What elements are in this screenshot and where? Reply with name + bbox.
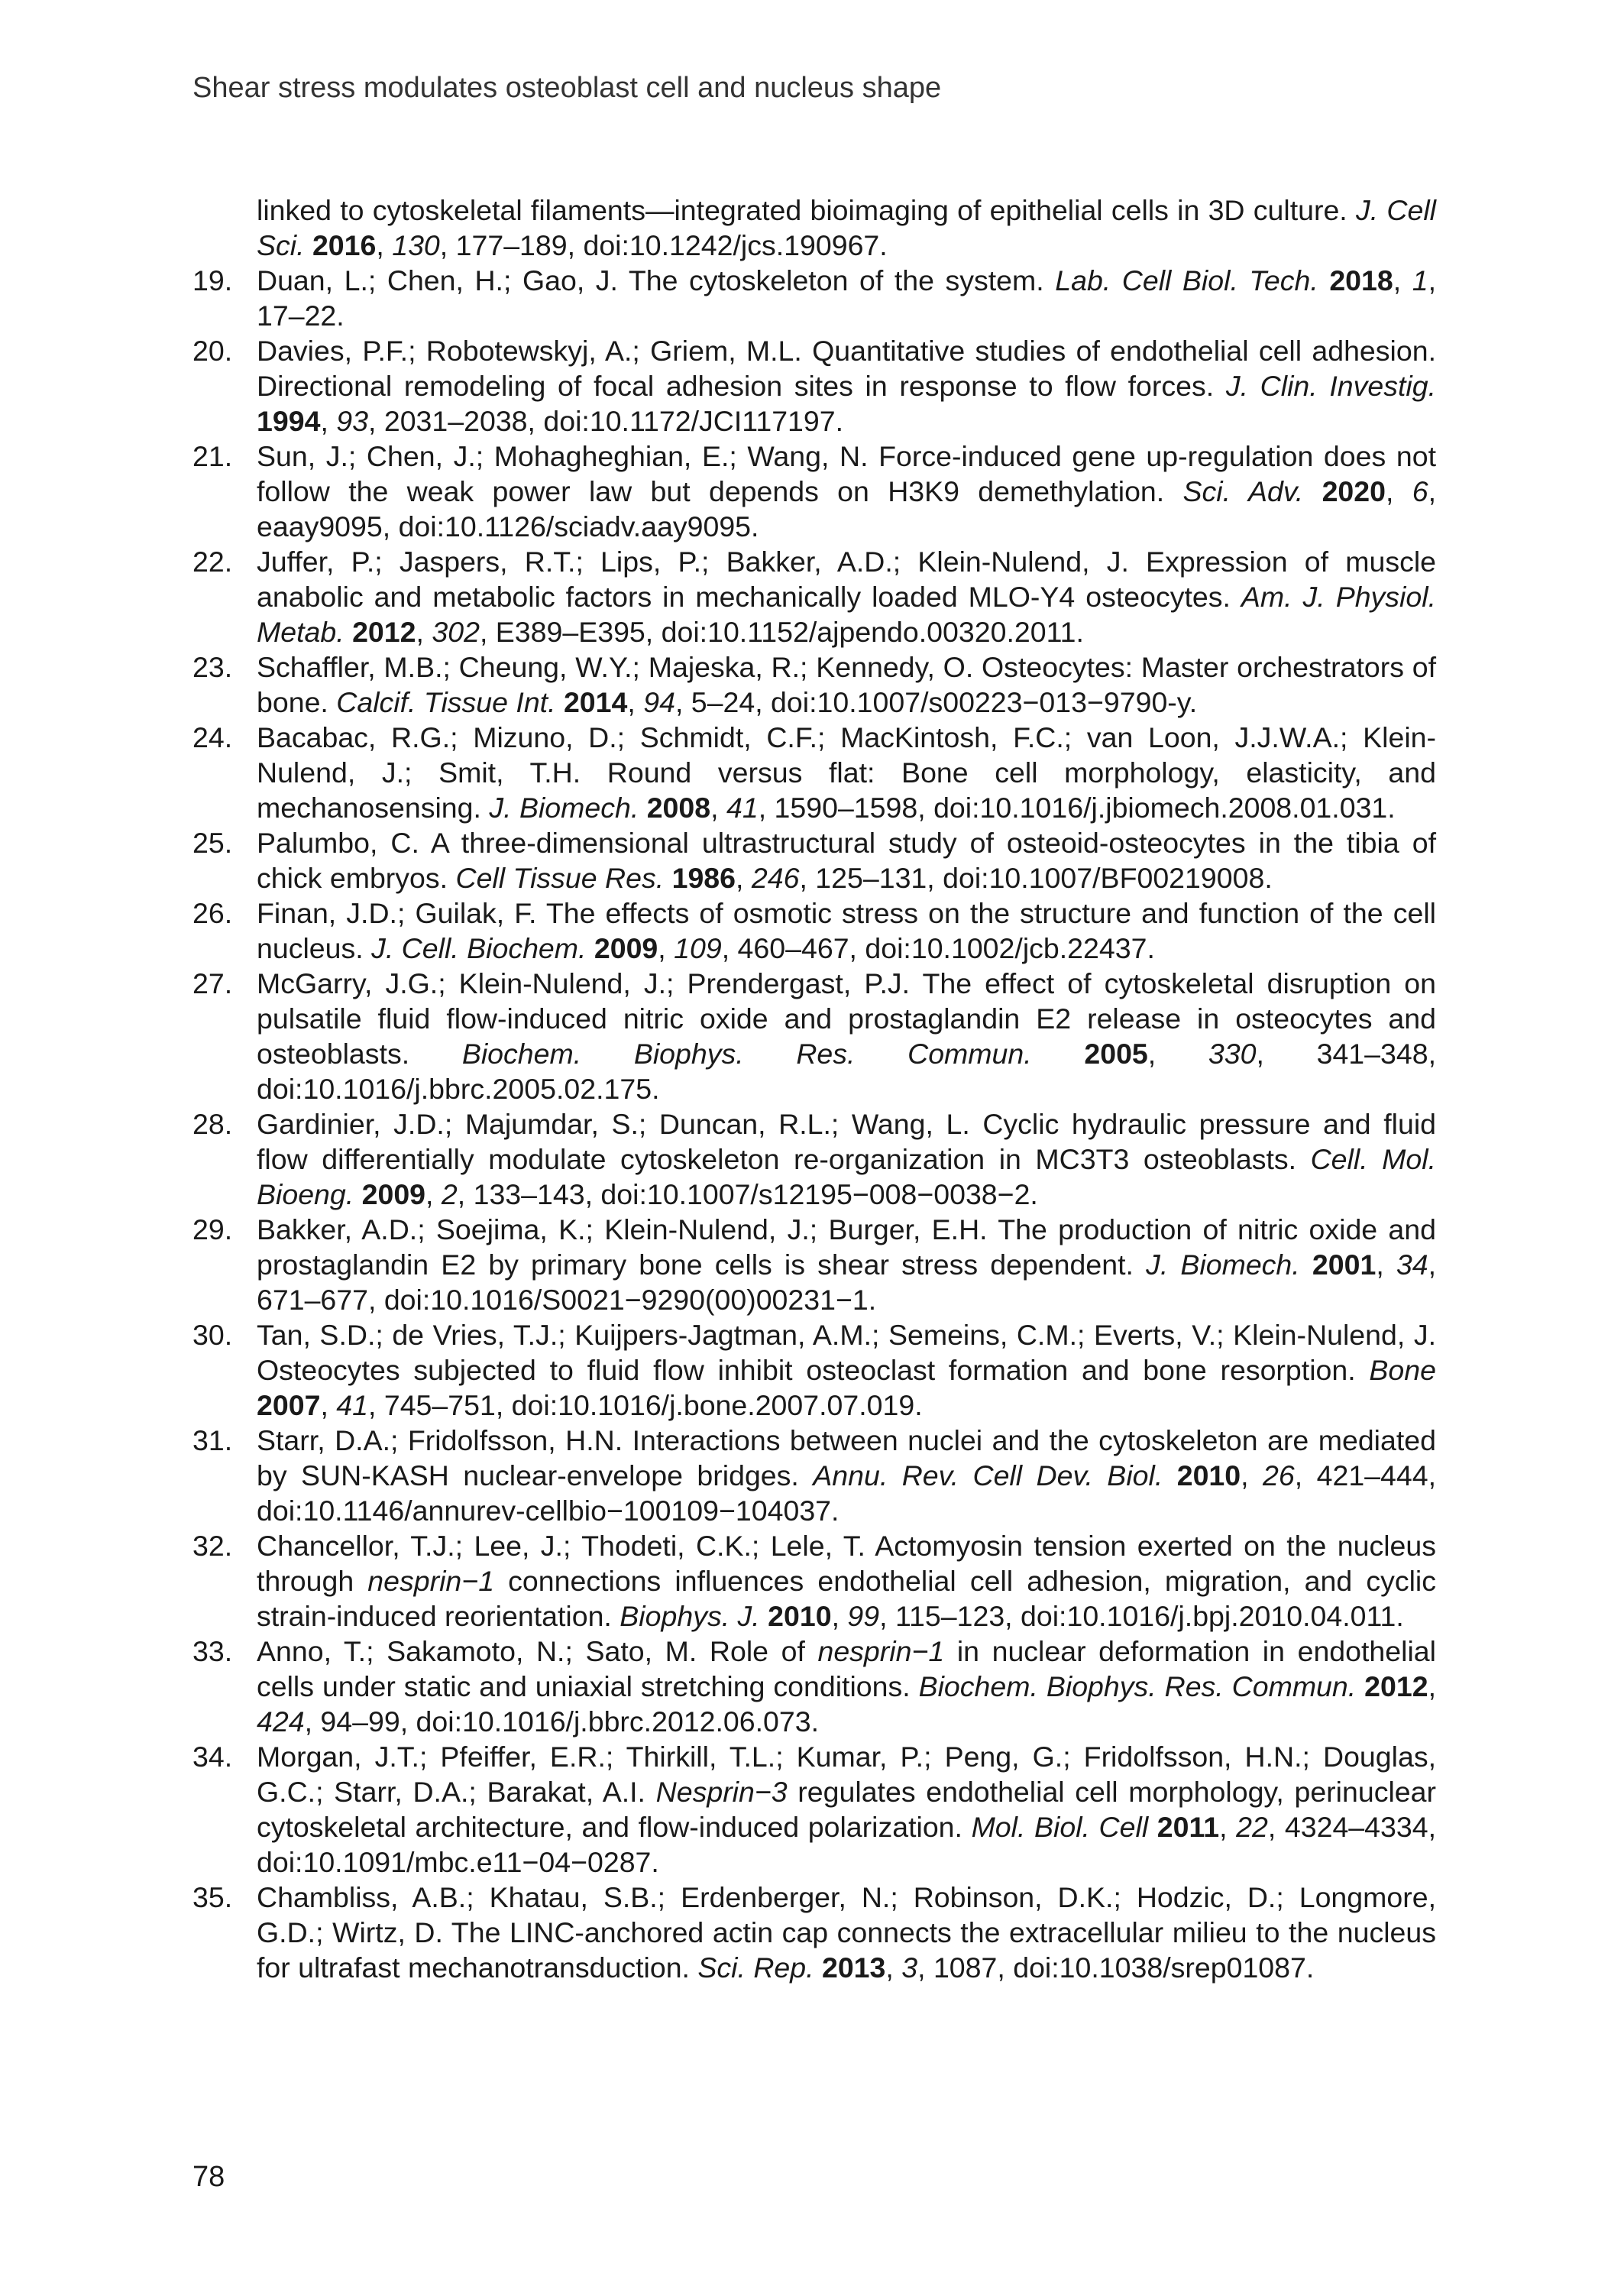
reference-segment <box>305 229 312 261</box>
reference-number: 26. <box>192 897 233 929</box>
reference-text <box>257 827 1436 894</box>
reference-segment: , 341–348, doi:10.1016/j.bbrc.2005.02.175. <box>257 1038 1436 1105</box>
reference-segment: Starr, D.A.; Fridolfsson, H.N. Interactions between nuclei and the cytoskeleton are mediated by SUN-KASH nuclear-envelope bridges. <box>257 1424 1436 1491</box>
reference-segment: , 421–444, doi:10.1146/annurev-cellbio−100109−104037. <box>257 1459 1437 1527</box>
reference-item <box>192 1423 1436 1528</box>
reference-number: 31. <box>192 1424 233 1456</box>
reference-year: 2016 <box>312 229 377 261</box>
reference-segment: , 5–24, doi:10.1007/s00223−013−9790-y. <box>675 686 1198 718</box>
reference-segment <box>354 1178 361 1210</box>
reference-segment: Finan, J.D.; Guilak, F. The effects of osmotic stress on the structure and function of the cell nucleus. <box>257 897 1436 964</box>
reference-text <box>257 967 1436 1105</box>
reference-year: 2005 <box>1084 1038 1148 1070</box>
reference-italic-segment: J. Cell Sci. <box>257 194 1436 261</box>
reference-segment: Davies, P.F.; Robotewskyj, A.; Griem, M.L. Quantitative studies of endothelial cell adhesion. Directional remodeling of focal adhesion sites in response to flow forces. <box>257 335 1436 402</box>
reference-italic-segment: nesprin−1 <box>817 1635 945 1667</box>
reference-item <box>192 896 1436 966</box>
reference-italic-segment: J. Biomech. <box>1146 1249 1300 1281</box>
reference-year: 2014 <box>563 686 628 718</box>
reference-segment: , <box>1241 1459 1263 1491</box>
reference-segment: , <box>1219 1811 1237 1843</box>
reference-segment <box>1032 1038 1085 1070</box>
reference-item <box>192 333 1436 439</box>
reference-italic-segment: 3 <box>901 1951 918 1984</box>
reference-number: 25. <box>192 827 233 859</box>
reference-segment: , <box>885 1951 902 1984</box>
reference-italic-segment: Cell Tissue Res. <box>455 862 665 894</box>
reference-year: 2012 <box>1364 1670 1428 1702</box>
reference-segment: Juffer, P.; Jaspers, R.T.; Lips, P.; Bakker, A.D.; Klein-Nulend, J. Expression of muscle anabolic and metabolic factors in mechanically loaded MLO-Y4 osteocytes. <box>257 546 1436 613</box>
reference-number: 29. <box>192 1213 233 1245</box>
reference-italic-segment: 109 <box>674 932 722 964</box>
reference-item <box>192 439 1436 544</box>
reference-italic-segment: Biophys. J. <box>620 1600 760 1632</box>
reference-item <box>192 544 1436 649</box>
reference-segment: McGarry, J.G.; Klein-Nulend, J.; Prendergast, P.J. The effect of cytoskeletal disruption on pulsatile fluid flow-induced nitric oxide and prostaglandin E2 release in osteocytes and osteoblasts. <box>257 967 1436 1070</box>
reference-list <box>192 193 1436 1985</box>
reference-number: 27. <box>192 967 233 999</box>
reference-text <box>257 1319 1436 1421</box>
reference-text <box>257 721 1436 824</box>
reference-italic-segment: Sci. Adv. <box>1182 475 1304 507</box>
reference-text <box>257 1424 1436 1527</box>
page-number: 78 <box>192 2161 225 2193</box>
reference-italic-segment: 330 <box>1208 1038 1257 1070</box>
reference-text <box>257 1530 1436 1632</box>
reference-year: 2020 <box>1322 475 1386 507</box>
reference-item <box>192 720 1436 825</box>
reference-segment: , <box>1376 1249 1396 1281</box>
reference-italic-segment: 302 <box>432 616 480 648</box>
reference-year: 1986 <box>671 862 736 894</box>
reference-number: 23. <box>192 651 233 683</box>
reference-segment: Chancellor, T.J.; Lee, J.; Thodeti, C.K.; Lele, T. Actomyosin tension exerted on the nucleus through <box>257 1530 1436 1597</box>
reference-segment: Duan, L.; Chen, H.; Gao, J. The cytoskeleton of the system. <box>257 264 1056 296</box>
reference-segment: , 177–189, doi:10.1242/jcs.190967. <box>439 229 888 261</box>
reference-segment: , 17–22. <box>257 264 1437 332</box>
reference-text <box>257 897 1436 964</box>
reference-text <box>257 1881 1436 1984</box>
reference-text <box>257 335 1436 437</box>
reference-italic-segment: Mol. Biol. Cell <box>971 1811 1149 1843</box>
reference-text <box>257 440 1436 542</box>
reference-number: 33. <box>192 1635 233 1667</box>
reference-italic-segment: 1 <box>1412 264 1428 296</box>
reference-text <box>257 1741 1436 1878</box>
reference-segment: , 460–467, doi:10.1002/jcb.22437. <box>721 932 1155 964</box>
reference-year: 2012 <box>352 616 416 648</box>
reference-number: 30. <box>192 1319 233 1351</box>
reference-segment: Bakker, A.D.; Soejima, K.; Klein-Nulend, J.; Burger, E.H. The production of nitric oxide and prostaglandin E2 by primary bone cells is shear stress dependent. <box>257 1213 1436 1281</box>
reference-item <box>192 193 1436 263</box>
reference-number: 32. <box>192 1530 233 1562</box>
reference-segment: , 115–123, doi:10.1016/j.bpj.2010.04.011. <box>879 1600 1404 1632</box>
reference-italic-segment: Sci. Rep. <box>697 1951 814 1984</box>
reference-item <box>192 825 1436 896</box>
reference-year: 2007 <box>257 1389 321 1421</box>
reference-segment <box>345 616 352 648</box>
reference-segment: linked to cytoskeletal filaments—integrated bioimaging of epithelial cells in 3D culture. <box>257 194 1356 226</box>
reference-segment <box>586 932 594 964</box>
reference-number: 21. <box>192 440 233 472</box>
reference-italic-segment: 99 <box>847 1600 880 1632</box>
reference-year: 2008 <box>646 792 711 824</box>
reference-segment: , <box>710 792 726 824</box>
reference-year: 2018 <box>1329 264 1393 296</box>
reference-segment <box>639 792 646 824</box>
reference-segment: , 1590–1598, doi:10.1016/j.jbiomech.2008.01.031. <box>758 792 1396 824</box>
reference-segment: , <box>1386 475 1412 507</box>
reference-italic-segment: 41 <box>726 792 759 824</box>
reference-item <box>192 1212 1436 1317</box>
reference-italic-segment: 6 <box>1412 475 1428 507</box>
reference-text <box>257 194 1436 261</box>
reference-segment <box>664 862 671 894</box>
reference-segment: Tan, S.D.; de Vries, T.J.; Kuijpers-Jagtman, A.M.; Semeins, C.M.; Everts, V.; Klein-Nulend, J. Osteocytes subjected to fluid flow inhibit osteoclast formation and bone resorption. <box>257 1319 1436 1386</box>
reference-text <box>257 1213 1436 1316</box>
reference-segment: , <box>376 229 393 261</box>
reference-italic-segment: 94 <box>643 686 675 718</box>
reference-segment <box>1318 264 1330 296</box>
reference-segment: , <box>320 405 337 437</box>
reference-italic-segment: J. Clin. Investig. <box>1225 370 1436 402</box>
reference-text <box>257 264 1436 332</box>
reference-segment: , <box>1428 1670 1436 1702</box>
reference-year: 1994 <box>257 405 321 437</box>
reference-item <box>192 1106 1436 1212</box>
reference-segment: Morgan, J.T.; Pfeiffer, E.R.; Thirkill, T.L.; Kumar, P.; Peng, G.; Fridolfsson, H.N.; Douglas, G.C.; Starr, D.A.; Barakat, A.I. <box>257 1741 1436 1808</box>
reference-segment: Anno, T.; Sakamoto, N.; Sato, M. Role of <box>257 1635 818 1667</box>
reference-italic-segment: 22 <box>1236 1811 1268 1843</box>
reference-item <box>192 1528 1436 1634</box>
reference-number: 20. <box>192 335 233 367</box>
reference-italic-segment: Bone <box>1369 1354 1436 1386</box>
reference-item <box>192 1880 1436 1985</box>
reference-segment: , 94–99, doi:10.1016/j.bbrc.2012.06.073. <box>304 1705 820 1738</box>
reference-segment: Chambliss, A.B.; Khatau, S.B.; Erdenberger, N.; Robinson, D.K.; Hodzic, D.; Longmore, G.D.; Wirtz, D. The LINC-anchored actin cap connects the extracellular milieu to the nucleus for ultrafast mechanotransduction. <box>257 1881 1436 1984</box>
reference-segment <box>1148 1811 1157 1843</box>
reference-italic-segment: 26 <box>1263 1459 1295 1491</box>
reference-year: 2013 <box>821 1951 886 1984</box>
reference-number: 35. <box>192 1881 233 1913</box>
reference-number: 24. <box>192 721 233 753</box>
reference-italic-segment: Biochem. Biophys. Res. Commun. <box>918 1670 1357 1702</box>
reference-segment: Schaffler, M.B.; Cheung, W.Y.; Majeska, R.; Kennedy, O. Osteocytes: Master orchestrators of bone. <box>257 651 1436 718</box>
reference-item <box>192 1634 1436 1739</box>
reference-segment <box>1300 1249 1312 1281</box>
reference-segment: , <box>1393 264 1412 296</box>
reference-segment <box>556 686 564 718</box>
reference-item <box>192 649 1436 720</box>
reference-segment <box>1356 1670 1364 1702</box>
reference-segment: , 745–751, doi:10.1016/j.bone.2007.07.019. <box>368 1389 923 1421</box>
reference-italic-segment: 93 <box>336 405 368 437</box>
reference-italic-segment: Calcif. Tissue Int. <box>336 686 556 718</box>
reference-segment: Bacabac, R.G.; Mizuno, D.; Schmidt, C.F.; MacKintosh, F.C.; van Loon, J.J.W.A.; Klein-Nulend, J.; Smit, T.H. Round versus flat: Bone cell morphology, elasticity, and mechanosensing. <box>257 721 1436 824</box>
reference-text <box>257 1635 1436 1738</box>
reference-segment: Palumbo, C. A three-dimensional ultrastructural study of osteoid-osteocytes in the tibia of chick embryos. <box>257 827 1436 894</box>
reference-year: 2010 <box>768 1600 832 1632</box>
reference-segment <box>814 1951 822 1984</box>
reference-segment: , 2031–2038, doi:10.1172/JCI117197. <box>368 405 844 437</box>
running-header: Shear stress modulates osteoblast cell and nucleus shape <box>192 72 942 104</box>
reference-text <box>257 651 1436 718</box>
reference-segment: , <box>831 1600 848 1632</box>
reference-year: 2009 <box>594 932 658 964</box>
reference-italic-segment: 2 <box>441 1178 458 1210</box>
reference-segment: , <box>736 862 752 894</box>
reference-italic-segment: Annu. Rev. Cell Dev. Biol. <box>813 1459 1163 1491</box>
reference-segment: regulates endothelial cell morphology, perinuclear cytoskeletal architecture, and flow-induced polarization. <box>257 1776 1436 1843</box>
reference-segment: , <box>320 1389 337 1421</box>
reference-segment: in nuclear deformation in endothelial cells under static and uniaxial stretching conditions. <box>257 1635 1436 1702</box>
reference-segment: , <box>658 932 675 964</box>
reference-number: 22. <box>192 546 233 578</box>
reference-number: 28. <box>192 1108 233 1140</box>
reference-italic-segment: Lab. Cell Biol. Tech. <box>1055 264 1318 296</box>
reference-year: 2011 <box>1157 1811 1220 1843</box>
reference-italic-segment: Biochem. Biophys. Res. Commun. <box>461 1038 1032 1070</box>
reference-segment: connections influences endothelial cell adhesion, migration, and cyclic strain-induced reorientation. <box>257 1565 1437 1632</box>
reference-item <box>192 263 1436 333</box>
reference-segment: , 1087, doi:10.1038/srep01087. <box>917 1951 1315 1984</box>
reference-year: 2009 <box>361 1178 426 1210</box>
reference-segment: Gardinier, J.D.; Majumdar, S.; Duncan, R.L.; Wang, L. Cyclic hydraulic pressure and fluid flow differentially modulate cytoskeleton re-organization in MC3T3 osteoblasts. <box>257 1108 1436 1175</box>
reference-year: 2010 <box>1176 1459 1241 1491</box>
reference-italic-segment: Nesprin−3 <box>655 1776 788 1808</box>
reference-segment: , 133–143, doi:10.1007/s12195−008−0038−2. <box>457 1178 1038 1210</box>
reference-item <box>192 966 1436 1106</box>
reference-italic-segment: nesprin−1 <box>367 1565 495 1597</box>
reference-segment: , eaay9095, doi:10.1126/sciadv.aay9095. <box>257 475 1437 542</box>
reference-segment <box>1303 475 1322 507</box>
reference-text <box>257 546 1436 648</box>
reference-item <box>192 1317 1436 1423</box>
reference-segment <box>760 1600 768 1632</box>
reference-italic-segment: J. Cell. Biochem. <box>371 932 587 964</box>
reference-segment: , <box>416 616 432 648</box>
reference-segment: , <box>627 686 644 718</box>
reference-italic-segment: 246 <box>751 862 800 894</box>
reference-italic-segment: Am. J. Physiol. Metab. <box>257 581 1436 648</box>
reference-year: 2001 <box>1312 1249 1377 1281</box>
reference-italic-segment: 424 <box>257 1705 305 1738</box>
reference-segment: Sun, J.; Chen, J.; Mohagheghian, E.; Wang, N. Force-induced gene up-regulation does not follow the weak power law but depends on H3K9 demethylation. <box>257 440 1436 507</box>
reference-segment: , E389–E395, doi:10.1152/ajpendo.00320.2011. <box>479 616 1084 648</box>
reference-italic-segment: 34 <box>1396 1249 1428 1281</box>
reference-italic-segment: 130 <box>392 229 440 261</box>
reference-number: 34. <box>192 1741 233 1773</box>
reference-number: 19. <box>192 264 233 296</box>
reference-segment <box>1163 1459 1176 1491</box>
reference-segment: , 4324–4334, doi:10.1091/mbc.e11−04−0287. <box>257 1811 1436 1878</box>
reference-italic-segment: 41 <box>336 1389 368 1421</box>
reference-text <box>257 1108 1436 1210</box>
reference-segment: , 671–677, doi:10.1016/S0021−9290(00)00231−1. <box>257 1249 1437 1316</box>
reference-segment: , 125–131, doi:10.1007/BF00219008. <box>799 862 1273 894</box>
reference-item <box>192 1739 1436 1880</box>
reference-segment: , <box>425 1178 442 1210</box>
reference-italic-segment: J. Biomech. <box>489 792 639 824</box>
reference-italic-segment: Cell. Mol. Bioeng. <box>257 1143 1437 1210</box>
reference-segment: , <box>1147 1038 1208 1070</box>
